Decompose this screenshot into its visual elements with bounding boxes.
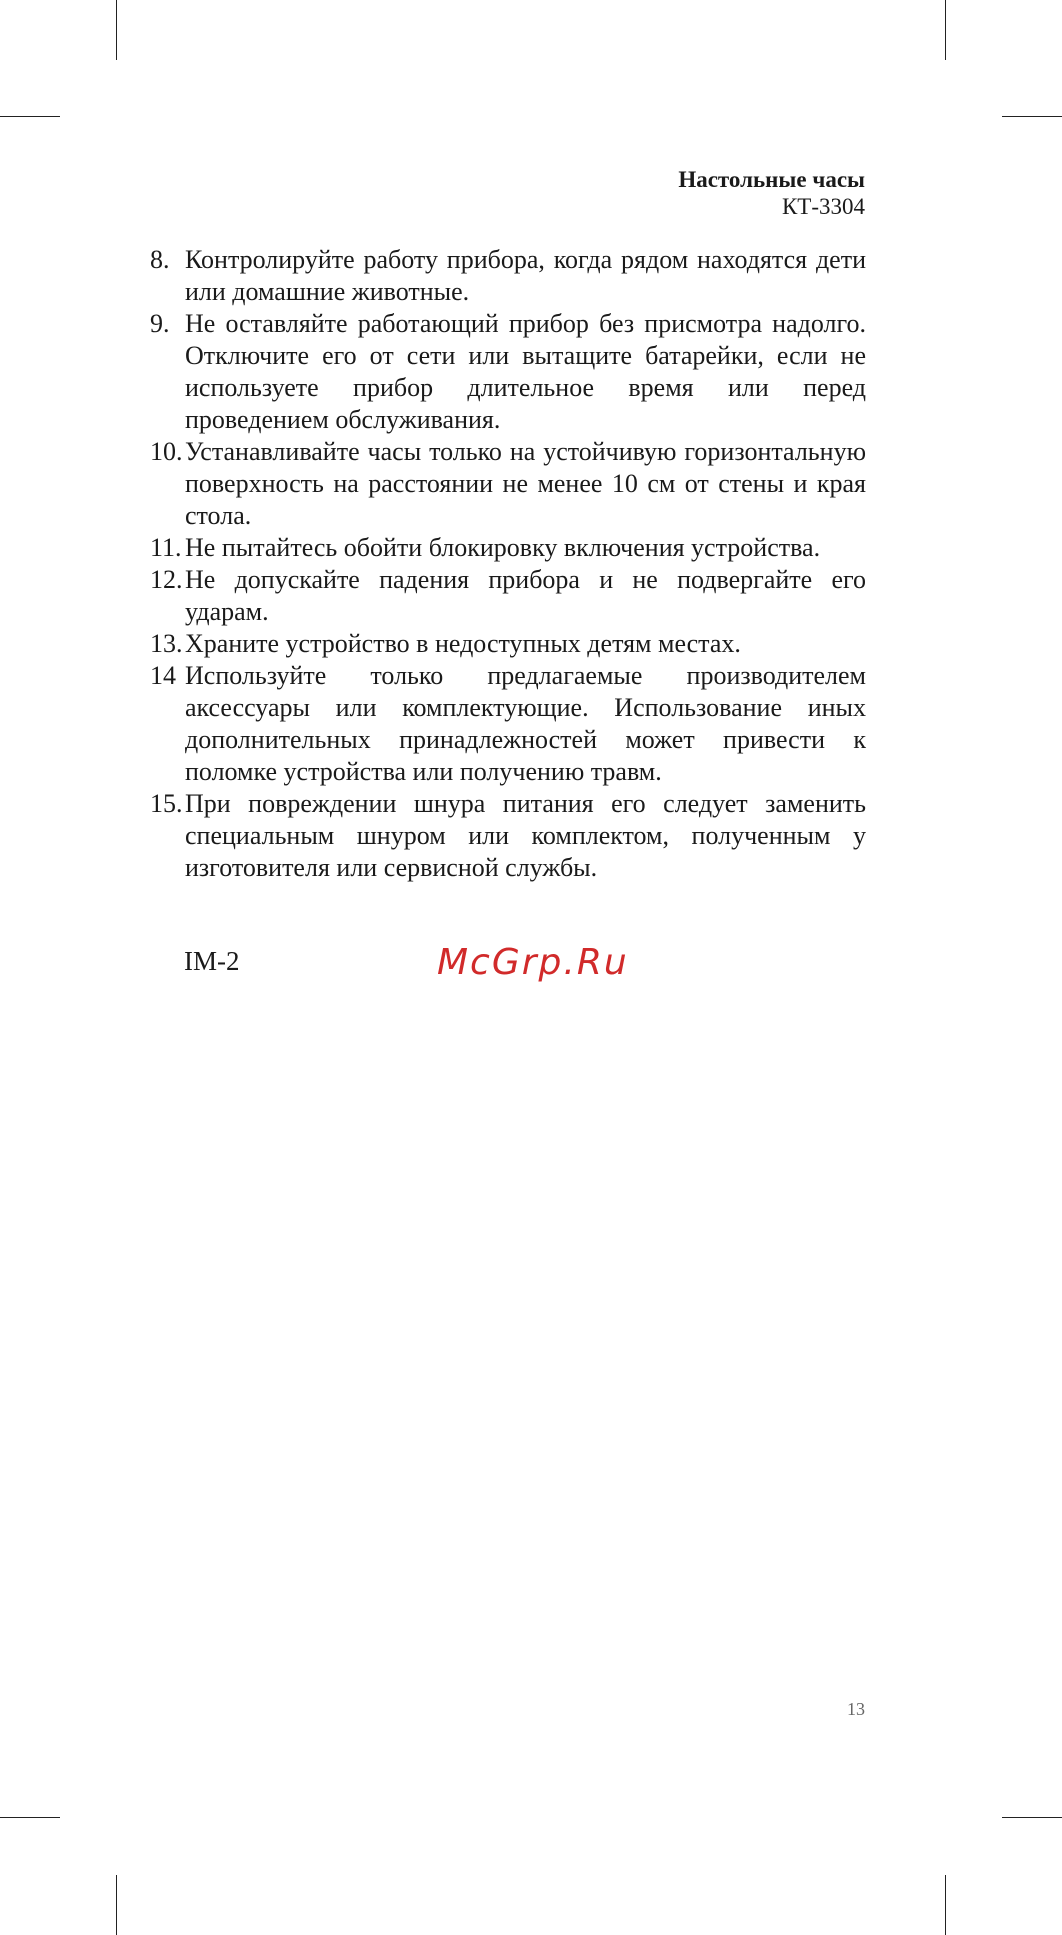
item-number: 8. <box>150 245 170 274</box>
list-item <box>150 788 866 884</box>
item-text: При повреждении шнура питания его следует заменить специальным шнуром или комплектом, полученным у изготовителя или сервисной службы. <box>185 789 866 882</box>
item-number: 11. <box>150 533 182 562</box>
list-item <box>150 308 866 436</box>
crop-mark-right-bottom <box>1002 1817 1062 1818</box>
watermark-logo: McGrp.Ru <box>437 942 629 983</box>
crop-mark-left-top <box>0 116 60 117</box>
page-header <box>678 166 865 220</box>
crop-mark-left-bottom <box>0 1817 60 1818</box>
safety-instructions-list <box>150 244 866 884</box>
page-number: 13 <box>847 1699 865 1719</box>
item-text: Устанавливайте часы только на устойчивую горизонтальную поверхность на расстоянии не менее 10 см от стены и края стола. <box>185 437 866 530</box>
list-item <box>150 244 866 308</box>
crop-mark-right-top <box>1002 116 1062 117</box>
list-item <box>150 564 866 628</box>
list-item <box>150 436 866 532</box>
item-number: 15. <box>150 789 183 818</box>
item-number: 10. <box>150 437 183 466</box>
item-number: 14 <box>150 661 176 690</box>
crop-mark-top-left <box>116 0 117 60</box>
item-text: Используйте только предлагаемые производителем аксессуары или комплектующие. Использование иных дополнительных принадлежностей может привести к поломке устройства или получению травм. <box>185 661 866 786</box>
list-item <box>150 628 866 660</box>
crop-mark-bottom-left <box>116 1875 117 1935</box>
item-text: Контролируйте работу прибора, когда рядом находятся дети или домашние животные. <box>185 245 866 306</box>
item-text: Не допускайте падения прибора и не подвергайте его ударам. <box>185 565 866 626</box>
crop-mark-top-right <box>945 0 946 60</box>
product-title: Настольные часы <box>678 167 865 192</box>
item-text: Не пытайтесь обойти блокировку включения устройства. <box>185 533 821 562</box>
item-text: Храните устройство в недоступных детям местах. <box>185 629 741 658</box>
item-number: 12. <box>150 565 183 594</box>
list-item <box>150 532 866 564</box>
item-number: 9. <box>150 309 170 338</box>
list-item <box>150 660 866 788</box>
manual-code: IM-2 <box>184 946 240 976</box>
crop-mark-bottom-right <box>945 1875 946 1935</box>
item-number: 13. <box>150 629 183 658</box>
item-text: Не оставляйте работающий прибор без присмотра надолго. Отключите его от сети или вытащите батарейки, если не используете прибор длительное время или перед проведением обслуживания. <box>185 309 866 434</box>
product-model: КТ-3304 <box>781 194 865 219</box>
